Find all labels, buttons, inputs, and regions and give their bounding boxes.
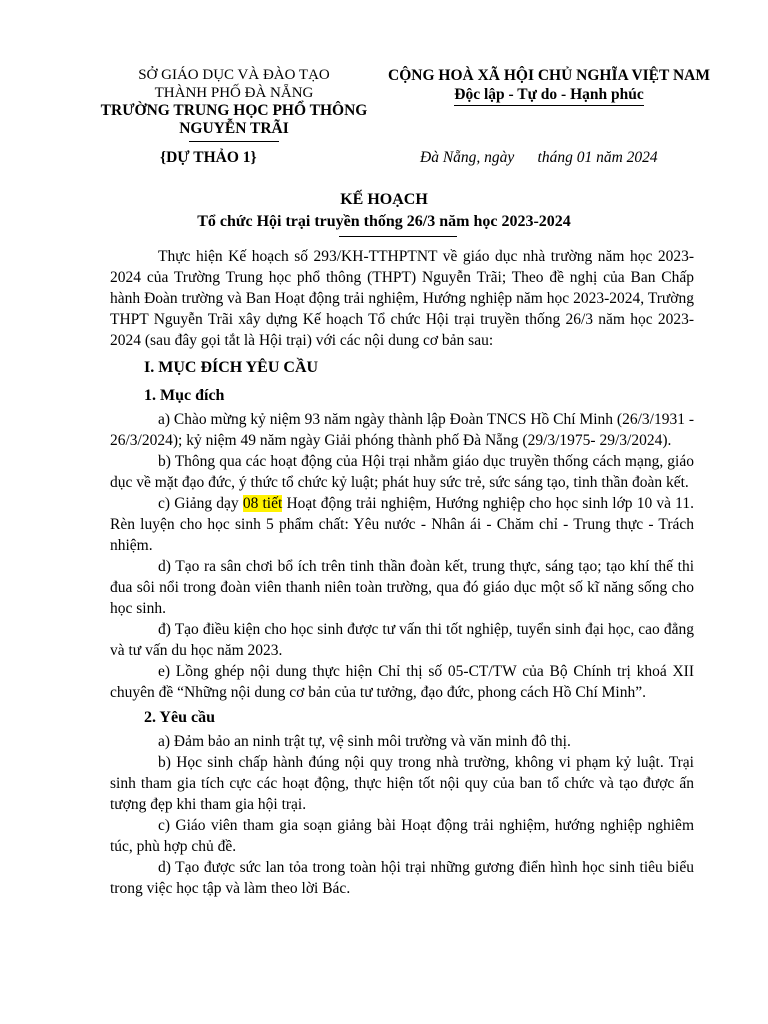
issuer-block — [78, 66, 390, 142]
requirement-item-b: b) Học sinh chấp hành đúng nội quy trong nhà trường, không vi phạm kỷ luật. Trại sinh tham gia tích cực các hoạt động, thực hiện tốt nội quy của ban tổ chức và tạo được ấn tượng đẹp khi tham gia hội trại. — [110, 754, 694, 813]
title-underline — [339, 236, 457, 237]
purpose-item-a: a) Chào mừng kỷ niệm 93 năm ngày thành lập Đoàn TNCS Hồ Chí Minh (26/3/1931 - 26/3/2024); kỷ niệm 49 năm ngày Giải phóng thành phố Đà Nẵng (29/3/1975- 29/3/2024). — [110, 411, 694, 449]
requirement-item-d: d) Tạo được sức lan tỏa trong toàn hội trại những gương điển hình học sinh tiêu biểu trong việc học tập và làm theo lời Bác. — [110, 859, 694, 897]
nation-block — [378, 66, 720, 106]
school-line-2: NGUYỄN TRÃI — [179, 120, 289, 137]
document-title: KẾ HOẠCH — [340, 191, 428, 208]
section-1-1-heading: 1. Mục đích — [144, 387, 225, 404]
purpose-item-b: b) Thông qua các hoạt động của Hội trại nhằm giáo dục truyền thống cách mạng, giáo dục về mặt đạo đức, ý thức tổ chức kỷ luật; phát huy sức trẻ, sức sáng tạo, tinh thần đoàn kết. — [110, 453, 694, 491]
requirement-item-c: c) Giáo viên tham gia soạn giảng bài Hoạt động trải nghiệm, hướng nghiệp nghiêm túc, phù hợp chủ đề. — [110, 817, 694, 855]
department-line-1: SỞ GIÁO DỤC VÀ ĐÀO TẠO — [138, 67, 330, 83]
requirement-item-a: a) Đảm bảo an ninh trật tự, vệ sinh môi trường và văn minh đô thị. — [158, 733, 571, 750]
purpose-item-c-rest: Hoạt động trải nghiệm, Hướng nghiệp cho học sinh lớp 10 và 11. Rèn luyện cho học sinh 5 phẩm chất: Yêu nước - Nhân ái - Chăm chỉ - Trung thực - Trách nhiệm. — [110, 495, 694, 554]
purpose-item-c — [110, 493, 694, 556]
purpose-item-dd: đ) Tạo điều kiện cho học sinh được tư vấn thi tốt nghiệp, tuyển sinh đại học, cao đẳng và tư vấn du học năm 2023. — [110, 621, 694, 659]
section-1-heading: I. MỤC ĐÍCH YÊU CẦU — [144, 359, 319, 376]
national-motto: Độc lập - Tự do - Hạnh phúc — [454, 85, 643, 106]
document-subtitle: Tổ chức Hội trại truyền thống 26/3 năm học 2023-2024 — [197, 213, 571, 230]
nation-title: CỘNG HOÀ XÃ HỘI CHỦ NGHĨA VIỆT NAM — [388, 67, 710, 84]
purpose-item-e: e) Lồng ghép nội dung thực hiện Chỉ thị số 05-CT/TW của Bộ Chính trị khoá XII chuyên đề “Những nội dung cơ bản của tư tưởng, đạo đức, phong cách Hồ Chí Minh”. — [110, 663, 694, 701]
intro-paragraph: Thực hiện Kế hoạch số 293/KH-TTHPTNT về giáo dục nhà trường năm học 2023-2024 của Trường Trung học phổ thông (THPT) Nguyễn Trãi; Theo đề nghị của Ban Chấp hành Đoàn trường và Ban Hoạt động trải nghiệm, Hướng nghiệp năm học 2023-2024, Trường THPT Nguyễn Trãi xây dựng Kế hoạch Tổ chức Hội trại truyền thống 26/3 năm học 2023-2024 (sau đây gọi tắt là Hội trại) với các nội dung cơ bản sau: — [110, 248, 694, 349]
purpose-item-d: d) Tạo ra sân chơi bổ ích trên tinh thần đoàn kết, trung thực, sáng tạo; tạo khí thế thi đua sôi nổi trong đoàn viên thanh niên toàn trường, qua đó giáo dục một số kĩ năng sống cho học sinh. — [110, 558, 694, 617]
department-line-2: THÀNH PHỐ ĐÀ NẴNG — [154, 85, 314, 101]
issuer-underline — [189, 141, 279, 142]
highlighted-text: 08 tiết — [242, 495, 283, 512]
date-line: Đà Nẵng, ngày tháng 01 năm 2024 — [420, 149, 658, 166]
school-line-1: TRƯỜNG TRUNG HỌC PHỔ THÔNG — [100, 102, 368, 119]
draft-label: {DỰ THẢO 1} — [160, 149, 257, 166]
purpose-item-c-prefix: c) Giảng dạy — [158, 495, 243, 512]
section-1-2-heading: 2. Yêu cầu — [144, 709, 215, 726]
document-body — [110, 246, 694, 899]
